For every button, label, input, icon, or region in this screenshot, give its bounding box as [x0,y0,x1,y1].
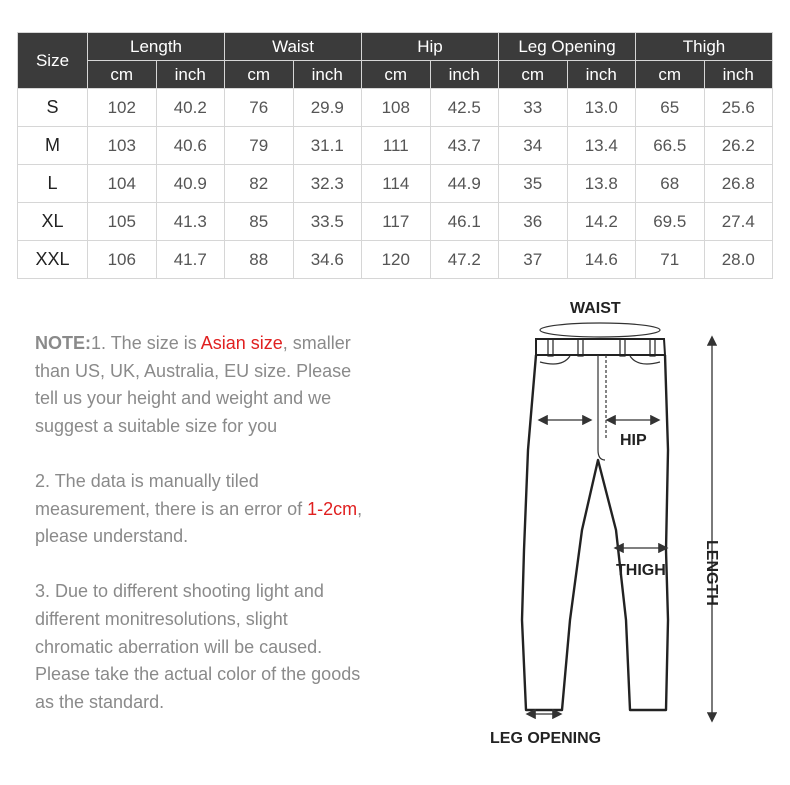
table-cell: 35 [499,165,568,203]
table-cell: 28.0 [704,241,773,279]
table-cell: 114 [362,165,431,203]
table-cell: 47.2 [430,241,499,279]
note-prefix: NOTE: [35,333,91,353]
table-row [18,127,773,165]
note-3: 3. Due to different shooting light and different monitresolutions, slight chromatic aberration will be caused. Please take the actual color of the goods as the standard. [35,581,361,712]
table-cell: 32.3 [293,165,362,203]
size-cell: XXL [18,241,88,279]
table-cell: 13.0 [567,89,636,127]
table-cell: 85 [225,203,294,241]
table-cell: 40.2 [156,89,225,127]
note-2 [35,468,365,551]
table-cell: 34.6 [293,241,362,279]
table-cell: 33 [499,89,568,127]
table-cell: 27.4 [704,203,773,241]
unit-cm: cm [362,61,431,89]
note-2-text-rest: , please understand. [35,498,363,547]
unit-inch: inch [293,61,362,89]
table-cell: 104 [88,165,157,203]
size-cell: M [18,127,88,165]
hip-label: HIP [620,432,647,449]
table-cell: 41.7 [156,241,225,279]
thigh-header: Thigh [636,33,773,61]
table-cell: 14.6 [567,241,636,279]
table-cell: 69.5 [636,203,705,241]
table-row [18,203,773,241]
asian-size-highlight: Asian size [200,333,283,353]
table-row [18,241,773,279]
table-cell: 31.1 [293,127,362,165]
table-cell: 120 [362,241,431,279]
length-label: LENGTH [703,540,720,606]
unit-inch: inch [704,61,773,89]
table-cell: 76 [225,89,294,127]
size-cell: XL [18,203,88,241]
table-cell: 42.5 [430,89,499,127]
table-cell: 26.8 [704,165,773,203]
size-header: Size [18,33,88,89]
table-cell: 66.5 [636,127,705,165]
table-cell: 71 [636,241,705,279]
size-chart-table [17,32,773,279]
table-cell: 25.6 [704,89,773,127]
table-row [18,165,773,203]
unit-cm: cm [88,61,157,89]
table-cell: 117 [362,203,431,241]
leg-opening-header: Leg Opening [499,33,636,61]
table-cell: 108 [362,89,431,127]
note-1-text: 1. The size is [91,333,201,353]
note-1-text-rest: , smaller than US, UK, Australia, EU size. Please tell us your height and weight and we suggest a suitable size for you [35,333,352,436]
table-cell: 36 [499,203,568,241]
table-cell: 41.3 [156,203,225,241]
table-cell: 13.4 [567,127,636,165]
unit-cm: cm [225,61,294,89]
unit-inch: inch [156,61,225,89]
table-cell: 26.2 [704,127,773,165]
table-cell: 44.9 [430,165,499,203]
unit-cm: cm [636,61,705,89]
size-notes [35,330,365,744]
table-cell: 29.9 [293,89,362,127]
hip-header: Hip [362,33,499,61]
table-cell: 37 [499,241,568,279]
table-cell: 43.7 [430,127,499,165]
table-cell: 33.5 [293,203,362,241]
pants-illustration [470,290,770,760]
error-range-highlight: 1-2cm [307,498,358,519]
pants-measurement-diagram [470,290,770,760]
table-cell: 103 [88,127,157,165]
table-cell: 14.2 [567,203,636,241]
table-cell: 40.9 [156,165,225,203]
waist-header: Waist [225,33,362,61]
table-row [18,89,773,127]
size-cell: L [18,165,88,203]
unit-inch: inch [430,61,499,89]
thigh-label: THIGH [616,562,666,579]
table-cell: 105 [88,203,157,241]
table-cell: 106 [88,241,157,279]
table-cell: 82 [225,165,294,203]
table-cell: 46.1 [430,203,499,241]
table-cell: 79 [225,127,294,165]
unit-inch: inch [567,61,636,89]
unit-cm: cm [499,61,568,89]
note-2-text: 2. The data is manually tiled measurement, there is an error of [35,470,308,519]
table-cell: 88 [225,241,294,279]
table-cell: 13.8 [567,165,636,203]
waist-label: WAIST [570,300,621,317]
leg-opening-label: LEG OPENING [490,730,602,747]
length-header: Length [88,33,225,61]
table-cell: 34 [499,127,568,165]
table-cell: 40.6 [156,127,225,165]
table-cell: 111 [362,127,431,165]
table-cell: 65 [636,89,705,127]
table-cell: 68 [636,165,705,203]
size-cell: S [18,89,88,127]
note-1 [35,330,365,440]
table-cell: 102 [88,89,157,127]
